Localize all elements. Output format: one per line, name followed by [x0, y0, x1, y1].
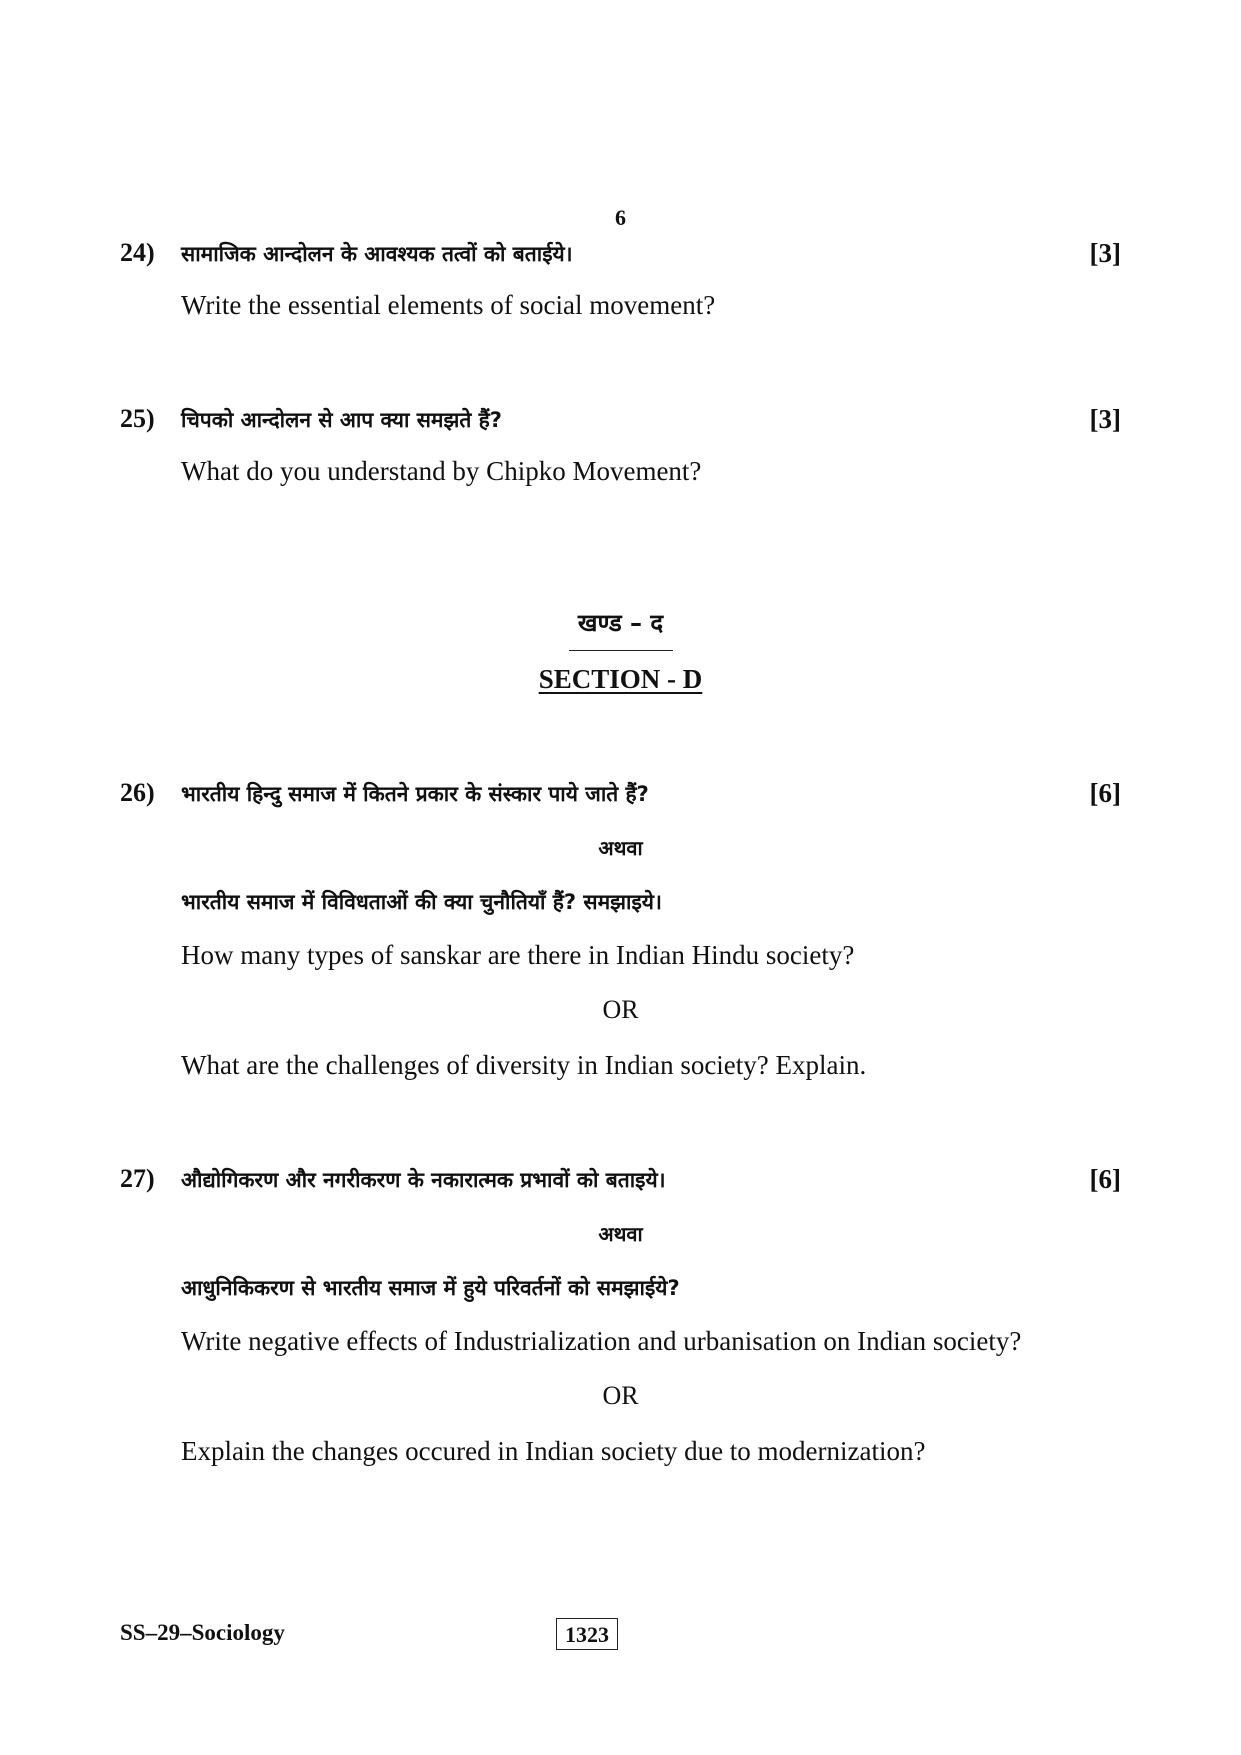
- question-24-english: Write the essential elements of social movement?: [181, 290, 716, 320]
- question-27-number: 27): [120, 1164, 155, 1193]
- question-26-hindi: भारतीय हिन्दु समाज में कितने प्रकार के संस्कार पाये जाते हैं?: [181, 782, 649, 806]
- question-25-number: 25): [120, 404, 155, 433]
- question-26-english: How many types of sanskar are there in Indian Hindu society?: [181, 940, 855, 970]
- section-hindi-rule: [569, 650, 673, 651]
- question-27-english-or: OR: [602, 1381, 639, 1410]
- question-26-number: 26): [120, 778, 155, 807]
- footer-paper-code: SS–29–Sociology: [120, 1620, 285, 1645]
- question-27-english: Write negative effects of Industrialization and urbanisation on Indian society?: [181, 1326, 1022, 1356]
- question-24-hindi: सामाजिक आन्दोलन के आवश्यक तत्वों को बताईये।: [181, 242, 573, 266]
- question-26-marks: [6]: [1089, 778, 1121, 808]
- question-26-english-or: OR: [602, 995, 639, 1024]
- question-25-marks: [3]: [1089, 404, 1121, 434]
- question-27-marks: [6]: [1089, 1164, 1121, 1194]
- question-26-hindi-alt: भारतीय समाज में विविधताओं की क्या चुनौतियाँ हैं? समझाइये।: [181, 890, 662, 914]
- question-27-hindi: औद्योगिकरण और नगरीकरण के नकारात्मक प्रभावों को बताइये।: [181, 1168, 666, 1192]
- question-24-marks: [3]: [1089, 238, 1121, 268]
- question-25-english: What do you understand by Chipko Movement?: [181, 456, 702, 486]
- question-24-number: 24): [120, 238, 155, 267]
- page-number: 6: [615, 205, 626, 230]
- question-26-english-alt: What are the challenges of diversity in Indian society? Explain.: [181, 1050, 867, 1080]
- footer-page-code: 1323: [556, 1618, 618, 1650]
- question-25-hindi: चिपको आन्दोलन से आप क्या समझते हैं?: [181, 408, 502, 432]
- section-english-title: SECTION - D: [538, 664, 703, 694]
- section-hindi-title: खण्ड – द: [577, 609, 664, 637]
- question-27-hindi-alt: आधुनिकिकरण से भारतीय समाज में हुये परिवर्तनों को समझाईये?: [181, 1276, 680, 1300]
- question-27-english-alt: Explain the changes occured in Indian society due to modernization?: [181, 1436, 926, 1466]
- question-27-hindi-or: अथवा: [598, 1222, 643, 1246]
- question-26-hindi-or: अथवा: [598, 836, 643, 860]
